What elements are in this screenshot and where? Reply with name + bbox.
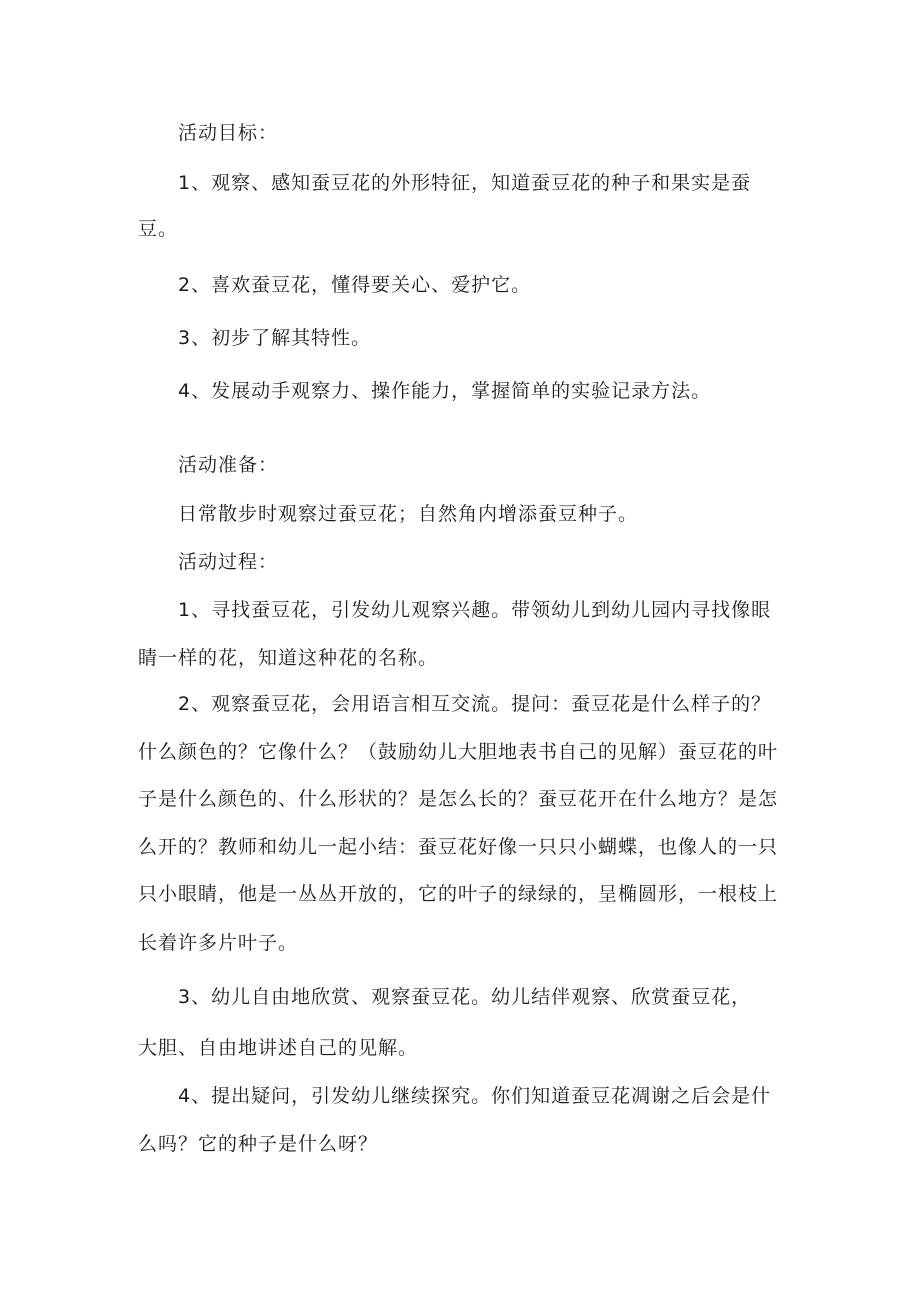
process-step-2-line-6: 长着许多片叶子。 — [138, 932, 299, 954]
process-step-3-line-1: 3、幼儿自由地欣赏、观察蚕豆花。幼儿结伴观察、欣赏蚕豆花， — [178, 986, 752, 1008]
process-step-4-line-2: 么吗？它的种子是什么呀？ — [138, 1133, 379, 1155]
goals-heading: 活动目标： — [178, 122, 279, 144]
preparation-heading: 活动准备： — [178, 454, 279, 476]
process-step-1-line-2: 睛一样的花，知道这种花的名称。 — [138, 647, 439, 669]
process-step-2-line-2: 什么颜色的？它像什么？（鼓励幼儿大胆地表书自己的见解）蚕豆花的叶 — [138, 741, 779, 763]
process-heading: 活动过程： — [178, 551, 279, 573]
preparation-text: 日常散步时观察过蚕豆花；自然角内增添蚕豆种子。 — [178, 503, 639, 525]
goal-item-4: 4、发展动手观察力、操作能力，掌握简单的实验记录方法。 — [178, 380, 712, 402]
process-step-2-line-4: 么开的？教师和幼儿一起小结：蚕豆花好像一只只小蝴蝶，也像人的一只 — [138, 836, 779, 858]
goal-item-3: 3、初步了解其特性。 — [178, 327, 372, 349]
process-step-1-line-1: 1、寻找蚕豆花，引发幼儿观察兴趣。带领幼儿到幼儿园内寻找像眼 — [178, 599, 772, 621]
process-step-3-line-2: 大胆、自由地讲述自己的见解。 — [138, 1037, 419, 1059]
process-step-2-line-1: 2、观察蚕豆花，会用语言相互交流。提问：蚕豆花是什么样子的？ — [178, 693, 772, 715]
goal-item-1-line-2: 豆。 — [138, 218, 179, 240]
goal-item-2: 2、喜欢蚕豆花，懂得要关心、爱护它。 — [178, 274, 532, 296]
goal-item-1-line-1: 1、观察、感知蚕豆花的外形特征，知道蚕豆花的种子和果实是蚕 — [178, 172, 752, 194]
process-step-2-line-5: 只小眼睛，他是一丛丛开放的，它的叶子的绿绿的，呈椭圆形，一根枝上 — [138, 883, 779, 905]
process-step-4-line-1: 4、提出疑问，引发幼儿继续探究。你们知道蚕豆花凋谢之后会是什 — [178, 1085, 772, 1107]
process-step-2-line-3: 子是什么颜色的、什么形状的？是怎么长的？蚕豆花开在什么地方？是怎 — [138, 788, 779, 810]
